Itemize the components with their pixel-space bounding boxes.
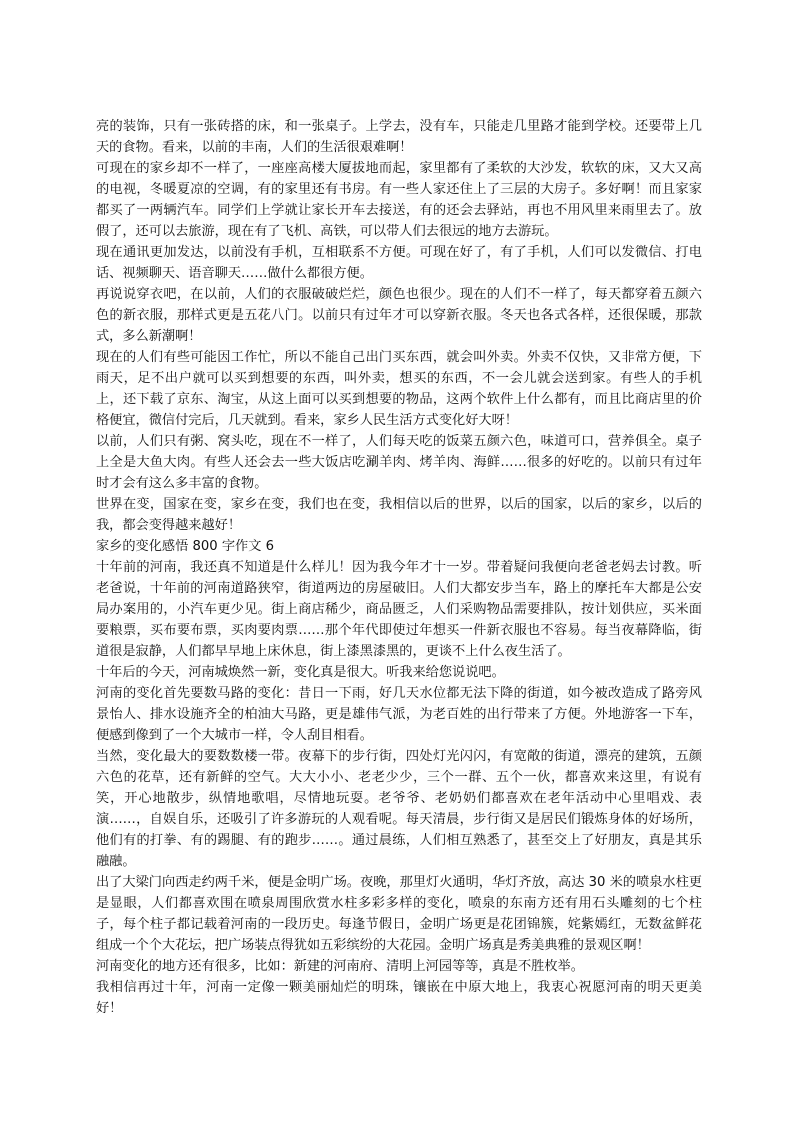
paragraph: 现在的人们有些可能因工作忙，所以不能自己出门买东西，就会叫外卖。外卖不仅快，又非常方便，下雨天，足不出户就可以买到想要的东西，叫外卖，想买的东西，不一会儿就会送到家。有些人的手机上，还下载了京东、淘宝，从这上面可以买到想要的物品，这两个软件上什么都有，而且比商店里的价格便宜，微信付完后，几天就到。看来，家乡人民生活方式变化好大呀！ [96, 350, 702, 428]
essay-heading: 家乡的变化感悟 800 字作文 6 [96, 539, 275, 554]
paragraph: 当然，变化最大的要数数楼一带。夜幕下的步行街，四处灯光闪闪，有宽敞的街道，漂亮的建筑，五颜六色的花草，还有新鲜的空气。大大小小、老老少少，三个一群、五个一伙，都喜欢来这里，有说有笑，开心地散步，纵情地歌唱，尽情地玩耍。老爷爷、老奶奶们都喜欢在老年活动中心里唱戏、表演……，自娱自乐，还吸引了许多游玩的人观看呢。每天清晨，步行街又是居民们锻炼身体的好场所，他们有的打拳、有的踢腿、有的跑步……。通过晨练，人们相互熟悉了，甚至交上了好朋友，真是其乐融融。 [96, 749, 702, 869]
paragraph: 现在通讯更加发达，以前没有手机，互相联系不方便。可现在好了，有了手机，人们可以发微信、打电话、视频聊天、语音聊天……做什么都很方便。 [96, 245, 702, 281]
paragraph: 出了大梁门向西走约两千米，便是金明广场。夜晚，那里灯火通明，华灯齐放，高达 30 米的喷泉水柱更是显眼，人们都喜欢围在喷泉周围欣赏水柱多彩多样的变化，喷泉的东南方还有用石头雕刻的七个柱子，每个柱子都记载着河南的一段历史。每逢节假日，金明广场更是花团锦簇，姹紫嫣红，无数盆鲜花组成一个个大花坛，把广场装点得犹如五彩缤纷的大花园。金明广场真是秀美典雅的景观区啊！ [96, 875, 702, 953]
paragraph: 河南变化的地方还有很多，比如：新建的河南府、清明上河园等等，真是不胜枚举。 [96, 959, 584, 974]
paragraph: 亮的装饰，只有一张砖搭的床，和一张桌子。上学去，没有车，只能走几里路才能到学校。还要带上几天的食物。看来，以前的丰南，人们的生活很艰难啊！ [96, 119, 702, 155]
paragraph: 十年前的河南，我还真不知道是什么样儿！因为我今年才十一岁。带着疑问我便向老爸老妈去讨教。听老爸说，十年前的河南道路狭窄，街道两边的房屋破旧。人们大都安步当车，路上的摩托车大都是公安局办案用的，小汽车更少见。街上商店稀少，商品匮乏，人们采购物品需要排队，按计划供应，买米面要粮票，买布要布票，买肉要肉票……那个年代即使过年想买一件新衣服也不容易。每当夜幕降临，街道很是寂静，人们都早早地上床休息，街上漆黑漆黑的，更谈不上什么夜生活了。 [96, 560, 702, 659]
document-body [96, 116, 702, 1019]
paragraph: 河南的变化首先要数马路的变化：昔日一下雨，好几天水位都无法下降的街道，如今被改造成了路旁风景怡人、排水设施齐全的柏油大马路，更是雄伟气派，为老百姓的出行带来了方便。外地游客一下车，便感到像到了一个大城市一样，令人刮目相看。 [96, 686, 702, 743]
paragraph: 世界在变，国家在变，家乡在变，我们也在变，我相信以后的世界，以后的国家，以后的家乡，以后的我，都会变得越来越好！ [96, 497, 702, 533]
paragraph: 以前，人们只有粥、窝头吃，现在不一样了，人们每天吃的饭菜五颜六色，味道可口，营养俱全。桌子上全是大鱼大肉。有些人还会去一些大饭店吃涮羊肉、烤羊肉、海鲜……很多的好吃的。以前只有过年时才会有这么多丰富的食物。 [96, 434, 702, 491]
paragraph: 可现在的家乡却不一样了，一座座高楼大厦拔地而起，家里都有了柔软的大沙发，软软的床，又大又高的电视，冬暖夏凉的空调，有的家里还有书房。有一些人家还住上了三层的大房子。多好啊！而且家家都买了一两辆汽车。同学们上学就让家长开车去接送，有的还会去驿站，再也不用风里来雨里去了。放假了，还可以去旅游，现在有了飞机、高铁，可以带人们去很远的地方去游玩。 [96, 161, 702, 239]
paragraph: 再说说穿衣吧，在以前，人们的衣服破破烂烂，颜色也很少。现在的人们不一样了，每天都穿着五颜六色的新衣服，那样式更是五花八门。以前只有过年才可以穿新衣服。冬天也各式各样，还很保暖，那款式，多么新潮啊！ [96, 287, 702, 344]
paragraph: 十年后的今天，河南城焕然一新，变化真是很大。听我来给您说说吧。 [96, 665, 505, 680]
paragraph: 我相信再过十年，河南一定像一颗美丽灿烂的明珠，镶嵌在中原大地上，我衷心祝愿河南的明天更美好！ [96, 980, 702, 1016]
